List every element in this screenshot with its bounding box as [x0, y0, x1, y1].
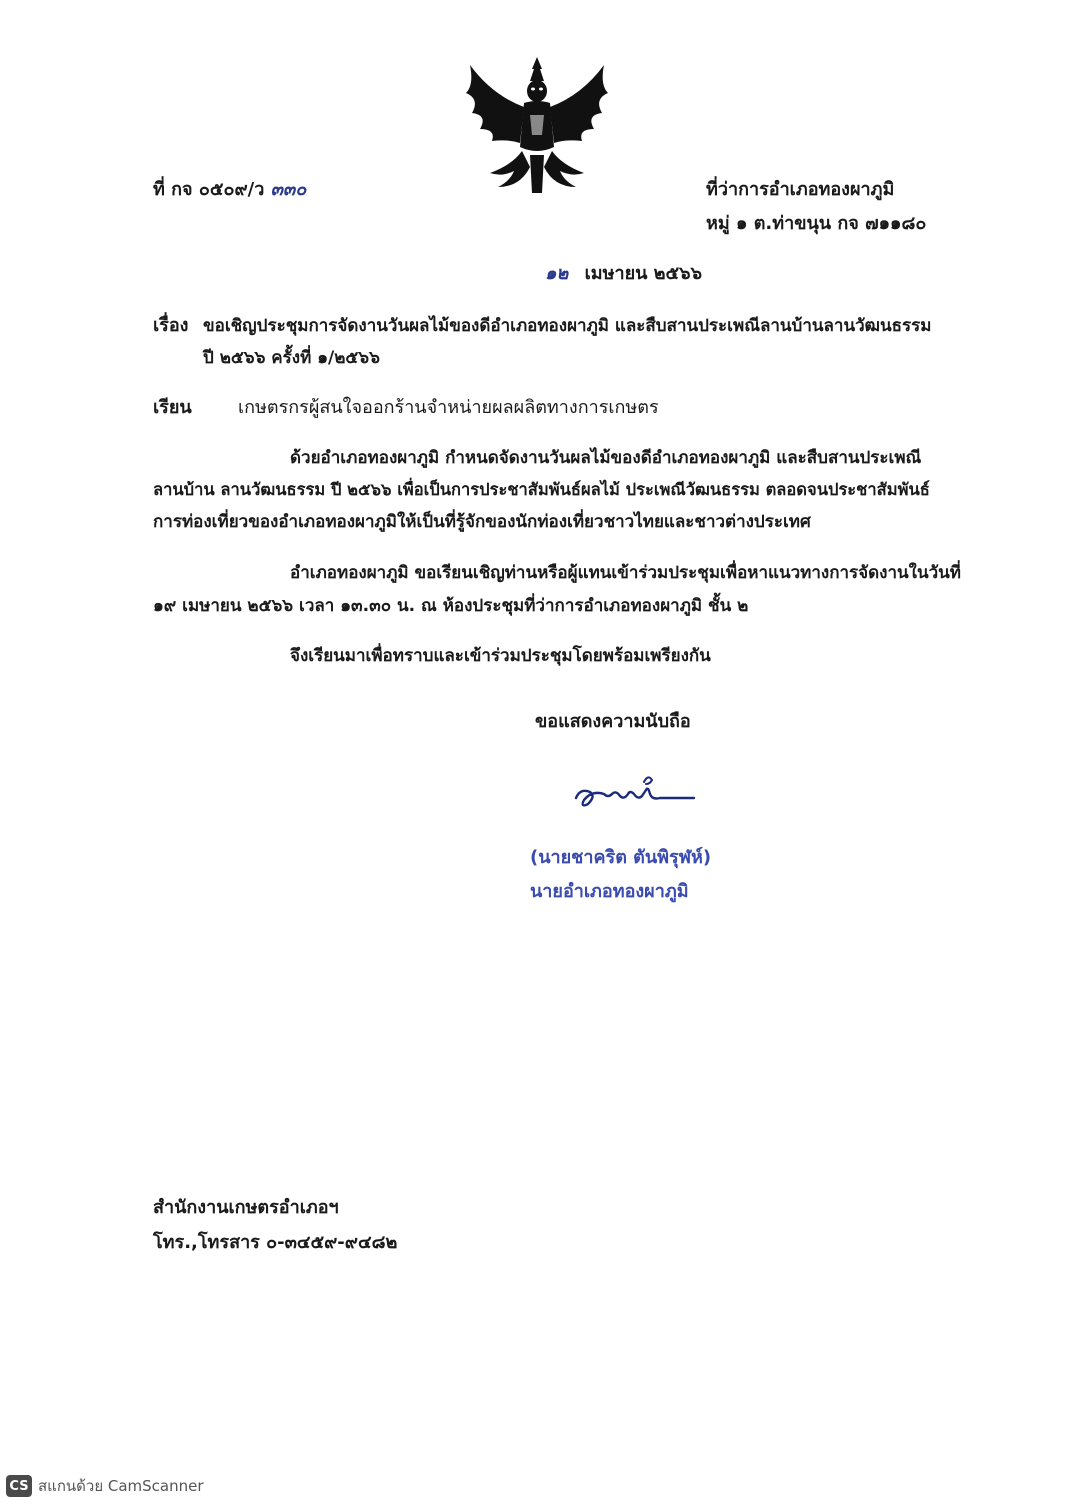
- subject-line-1: ขอเชิญประชุมการจัดงานวันผลไม้ของดีอำเภอทองผาภูมิ และสืบสานประเพณีลานบ้านลานวัฒนธรรม: [203, 316, 932, 336]
- recipient-label: เรียน: [153, 397, 192, 418]
- body-p1-line-1: ด้วยอำเภอทองผาภูมิ กำหนดจัดงานวันผลไม้ของดีอำเภอทองผาภูมิ และสืบสานประเพณี: [290, 448, 922, 468]
- camscanner-watermark: [6, 1474, 204, 1498]
- recipient-text: เกษตรกรผู้สนใจออกร้านจำหน่ายผลผลิตทางการเกษตร: [238, 397, 659, 418]
- reference-number: [153, 178, 306, 202]
- signer-title-stamp: นายอำเภอทองผาภูมิ: [530, 881, 689, 902]
- body-p3: จึงเรียนมาเพื่อทราบและเข้าร่วมประชุมโดยพร้อมเพรียงกัน: [290, 646, 711, 666]
- camscanner-text: สแกนด้วย CamScanner: [38, 1477, 204, 1495]
- footer-phone: โทร.,โทรสาร ๐-๓๔๕๙-๙๔๘๒: [153, 1232, 398, 1253]
- letter-date: [545, 262, 702, 286]
- signer-name-stamp: (นายชาคริต ตันพิรุฬห์): [530, 847, 712, 868]
- handwritten-signature: [570, 770, 700, 815]
- date-day-handwritten: ๑๒: [545, 263, 569, 284]
- body-p2-line-2: ๑๙ เมษายน ๒๕๖๖ เวลา ๑๓.๓๐ น. ณ ห้องประชุมที่ว่าการอำเภอทองผาภูมิ ชั้น ๒: [153, 596, 749, 616]
- office-name: ที่ว่าการอำเภอทองผาภูมิ: [706, 179, 895, 200]
- reference-handwritten-number: ๓๓๐: [270, 179, 307, 200]
- subject-line-2: ปี ๒๕๖๖ ครั้งที่ ๑/๒๕๖๖: [203, 348, 380, 368]
- garuda-emblem-icon: [462, 55, 612, 200]
- body-p1-line-2: ลานบ้าน ลานวัฒนธรรม ปี ๒๕๖๖ เพื่อเป็นการประชาสัมพันธ์ผลไม้ ประเพณีวัฒนธรรม ตลอดจนประชาสัมพันธ์: [153, 480, 930, 499]
- camscanner-logo-icon: CS: [6, 1475, 32, 1497]
- date-month-year: เมษายน ๒๕๖๖: [584, 263, 703, 284]
- closing-salutation: ขอแสดงความนับถือ: [535, 711, 691, 732]
- subject-label: เรื่อง: [153, 315, 189, 336]
- office-address: หมู่ ๑ ต.ท่าขนุน กจ ๗๑๑๘๐: [706, 213, 927, 234]
- body-p1-line-3: การท่องเที่ยวของอำเภอทองผาภูมิให้เป็นที่รู้จักของนักท่องเที่ยวชาวไทยและชาวต่างประเทศ: [153, 512, 811, 532]
- reference-label: ที่ กจ ๐๕๐๙/ว: [153, 179, 265, 200]
- footer-department: สำนักงานเกษตรอำเภอฯ: [153, 1197, 339, 1218]
- body-p2-line-1: อำเภอทองผาภูมิ ขอเรียนเชิญท่านหรือผู้แทนเข้าร่วมประชุมเพื่อหาแนวทางการจัดงานในวันที่: [290, 563, 961, 583]
